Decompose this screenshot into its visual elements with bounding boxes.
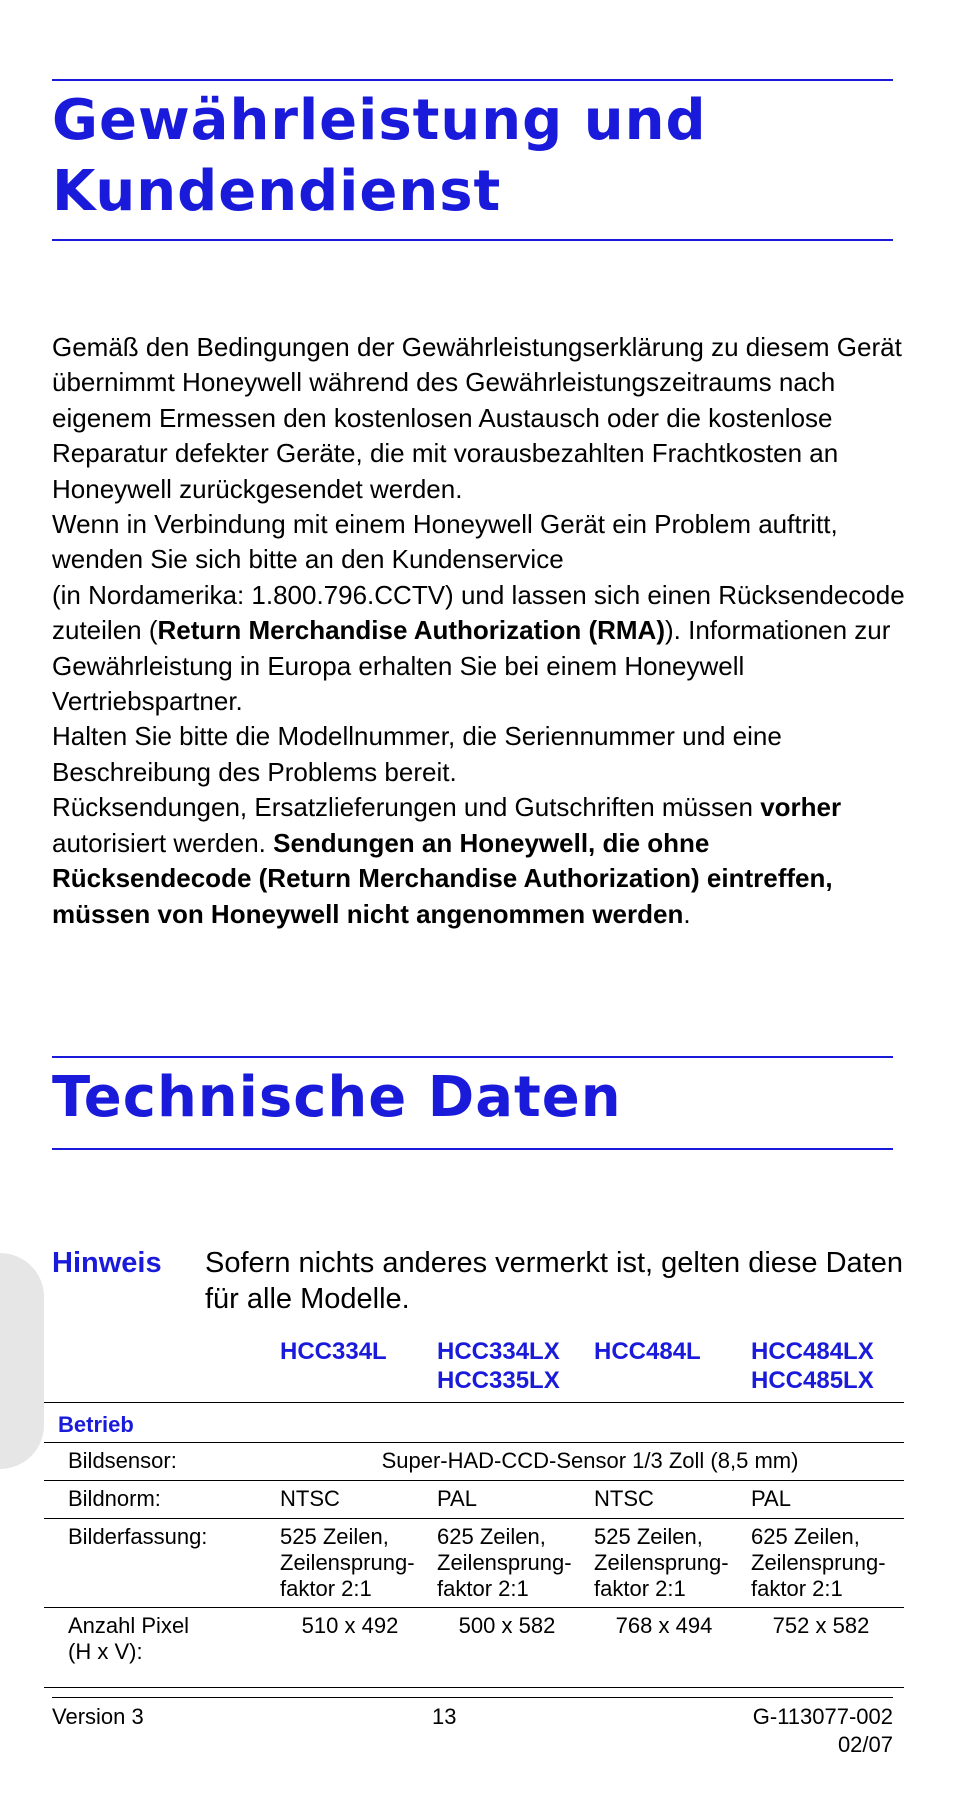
model-header-4: HCC484LX HCC485LX xyxy=(751,1338,874,1394)
row-value-norm-4: PAL xyxy=(751,1486,791,1511)
warranty-p4-bold2: Sendungen an Honeywell, die ohne Rücksendecode (Return Merchandise Authorization) eintreffen, müssen von Honeywell nicht angenommen werden xyxy=(52,827,833,929)
warranty-paragraph-4 xyxy=(52,790,912,932)
row-value-norm-3: NTSC xyxy=(594,1486,654,1511)
table-rule xyxy=(44,1687,904,1688)
heading-rule-top xyxy=(52,79,893,81)
warranty-p4-b: autorisiert werden. xyxy=(52,827,274,858)
row-label-norm: Bildnorm: xyxy=(68,1486,161,1511)
warranty-body xyxy=(52,330,912,932)
warranty-p2-contact: (in Nordamerika: 1.800.796.CCTV) und lassen sich einen Rücksendecode zuteilen ( xyxy=(52,579,905,646)
row-label-capture: Bilderfassung: xyxy=(68,1524,208,1549)
specs-title: Technische Daten xyxy=(52,1065,622,1130)
row-value-sensor: Super-HAD-CCD-Sensor 1/3 Zoll (8,5 mm) xyxy=(381,1448,799,1473)
warranty-p2-europe: ). Informationen zur Gewährleistung in Europa erhalten Sie bei einem Honeywell Vertriebspartner. xyxy=(52,615,891,717)
row-value-capture-1: 525 Zeilen, Zeilensprung- faktor 2:1 xyxy=(280,1524,415,1601)
model-header-2: HCC334LX HCC335LX xyxy=(437,1338,560,1394)
warranty-p2-intro: Wenn in Verbindung mit einem Honeywell Gerät ein Problem auftritt, wenden Sie sich bitte an den Kundenservice xyxy=(52,509,838,575)
table-rule xyxy=(44,1480,904,1481)
table-rule xyxy=(44,1442,904,1443)
table-rule xyxy=(44,1518,904,1519)
row-value-pixels-2: 500 x 582 xyxy=(458,1613,556,1638)
model-header-3: HCC484L xyxy=(594,1338,701,1365)
row-value-norm-2: PAL xyxy=(437,1486,477,1511)
warranty-title-line2: Kundendienst xyxy=(52,159,502,224)
note-label: Hinweis xyxy=(52,1247,162,1279)
section-tab-marker xyxy=(0,1253,44,1469)
warranty-paragraph-2 xyxy=(52,507,912,719)
specs-rule-top xyxy=(52,1056,893,1058)
row-value-norm-1: NTSC xyxy=(280,1486,340,1511)
row-value-pixels-1: 510 x 492 xyxy=(301,1613,399,1638)
warranty-title-line1: Gewährleistung und xyxy=(52,88,707,153)
footer-doc-id: G-113077-002 02/07 xyxy=(752,1704,893,1757)
footer-page-number: 13 xyxy=(432,1704,457,1729)
footer-version: Version 3 xyxy=(52,1704,144,1729)
note-text: Sofern nichts anderes vermerkt ist, gelten diese Daten für alle Modelle. xyxy=(205,1247,903,1315)
warranty-p4-bold1: vorher xyxy=(760,792,842,823)
row-label-sensor: Bildsensor: xyxy=(68,1448,177,1473)
row-value-pixels-3: 768 x 494 xyxy=(615,1613,713,1638)
table-rule xyxy=(44,1607,904,1608)
footer-rule xyxy=(52,1697,893,1698)
row-value-capture-2: 625 Zeilen, Zeilensprung- faktor 2:1 xyxy=(437,1524,572,1601)
table-section-betrieb: Betrieb xyxy=(58,1412,134,1437)
rma-term: Return Merchandise Authorization (RMA) xyxy=(157,615,665,646)
heading-rule-bottom xyxy=(52,239,893,241)
specs-rule-bottom xyxy=(52,1148,893,1150)
warranty-paragraph-1: Gemäß den Bedingungen der Gewährleistungserklärung zu diesem Gerät übernimmt Honeywell während des Gewährleistungszeitraums nach eigenem Ermessen den kostenlosen Austausch oder die kostenlose Reparatur defekter Geräte, die mit vorausbezahlten Frachtkosten an Honeywell zurückgesendet werden. xyxy=(52,332,902,504)
row-value-pixels-4: 752 x 582 xyxy=(772,1613,870,1638)
warranty-title xyxy=(52,85,707,227)
warranty-paragraph-3: Halten Sie bitte die Modellnummer, die Seriennummer und eine Beschreibung des Problems bereit. xyxy=(52,721,782,787)
row-label-pixels: Anzahl Pixel (H x V): xyxy=(68,1613,190,1664)
model-header-1: HCC334L xyxy=(280,1338,387,1365)
table-rule xyxy=(44,1402,904,1403)
warranty-p4-a: Rücksendungen, Ersatzlieferungen und Gutschriften müssen xyxy=(52,792,761,823)
warranty-p4-c: . xyxy=(683,898,691,929)
row-value-capture-3: 525 Zeilen, Zeilensprung- faktor 2:1 xyxy=(594,1524,729,1601)
row-value-capture-4: 625 Zeilen, Zeilensprung- faktor 2:1 xyxy=(751,1524,886,1601)
